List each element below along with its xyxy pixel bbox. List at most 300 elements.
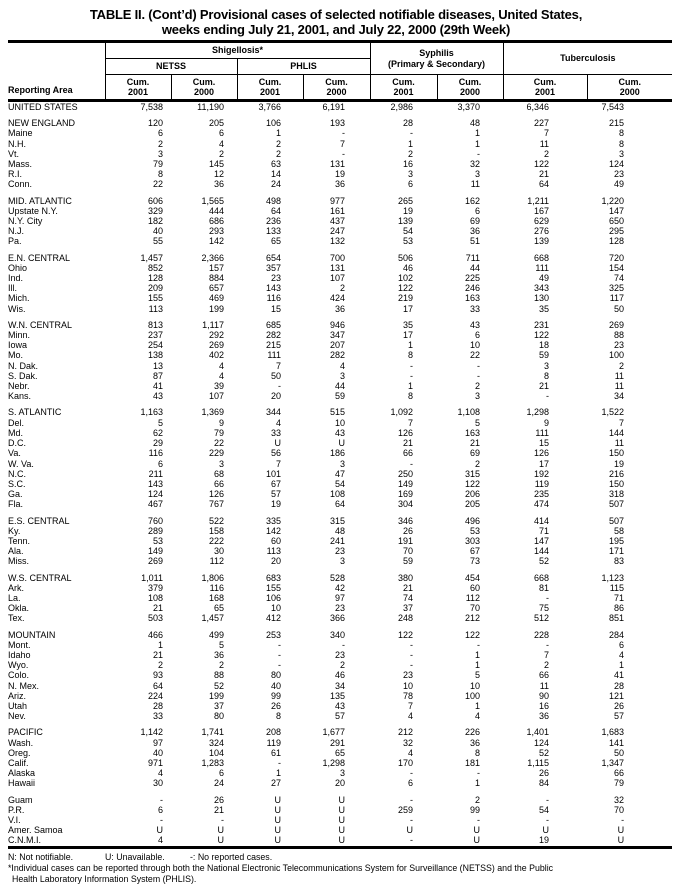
value-cell: 126 bbox=[534, 448, 550, 459]
value-cell: 47 bbox=[335, 468, 346, 479]
value-cell: 1 bbox=[408, 340, 414, 351]
value-cell: 116 bbox=[266, 293, 281, 304]
value-cell: 2 bbox=[340, 660, 346, 671]
column-header-cum-2001: Cum. 2001 bbox=[237, 75, 303, 101]
value-cell: - bbox=[410, 815, 414, 825]
value-cell: 57 bbox=[335, 711, 346, 722]
value-cell: 157 bbox=[208, 262, 224, 273]
value-cell: 629 bbox=[534, 216, 550, 227]
reporting-area-cell: Mo. bbox=[8, 350, 24, 361]
value-cell: 2 bbox=[275, 138, 281, 149]
value-cell: 3,370 bbox=[457, 102, 481, 112]
reporting-area-cell: Wis. bbox=[8, 303, 26, 314]
table-row bbox=[8, 226, 672, 236]
value-cell: 292 bbox=[208, 330, 224, 341]
value-cell: 402 bbox=[208, 350, 224, 361]
value-cell: 106 bbox=[265, 118, 281, 129]
reporting-area-cell: Mass. bbox=[8, 159, 33, 170]
table-row bbox=[8, 738, 672, 748]
value-cell: 131 bbox=[330, 262, 346, 273]
value-cell: 70 bbox=[614, 804, 625, 815]
value-cell: 10 bbox=[470, 340, 481, 351]
table-row bbox=[8, 159, 672, 169]
value-cell: 21 bbox=[152, 649, 163, 660]
reporting-area-cell: Mich. bbox=[8, 293, 30, 304]
reporting-area-cell: Ill. bbox=[8, 283, 17, 294]
value-cell: 212 bbox=[398, 727, 414, 738]
value-cell: 225 bbox=[465, 273, 481, 284]
value-cell: 205 bbox=[465, 499, 481, 510]
value-cell: 54 bbox=[403, 226, 414, 237]
value-cell: 1 bbox=[475, 778, 481, 789]
value-cell: - bbox=[546, 794, 550, 805]
value-cell: 499 bbox=[208, 629, 224, 640]
value-cell: 59 bbox=[539, 350, 550, 361]
value-cell: 6 bbox=[157, 804, 163, 815]
value-cell: 186 bbox=[330, 448, 346, 459]
reporting-area-cell: Miss. bbox=[8, 556, 29, 567]
value-cell: 8 bbox=[619, 138, 625, 149]
value-cell: 528 bbox=[330, 572, 346, 583]
value-cell: 40 bbox=[270, 680, 281, 691]
value-cell: 42 bbox=[335, 582, 346, 593]
value-cell: U bbox=[338, 825, 346, 836]
table-row bbox=[8, 630, 672, 640]
value-cell: 1,677 bbox=[322, 727, 346, 738]
value-cell: 135 bbox=[330, 690, 346, 701]
reporting-area-cell: N. Dak. bbox=[8, 360, 39, 371]
value-cell: 852 bbox=[147, 262, 163, 273]
value-cell: - bbox=[278, 649, 281, 660]
reporting-area-cell: Nebr. bbox=[8, 381, 30, 392]
value-cell: - bbox=[221, 815, 224, 825]
value-cell: 971 bbox=[147, 757, 163, 768]
value-cell: 219 bbox=[398, 293, 414, 304]
value-cell: 686 bbox=[208, 216, 224, 227]
value-cell: 57 bbox=[614, 711, 625, 722]
value-cell: 4 bbox=[475, 711, 481, 722]
value-cell: 1 bbox=[408, 138, 414, 149]
value-cell: U bbox=[217, 835, 224, 846]
value-cell: 11 bbox=[614, 438, 625, 449]
value-cell: 13 bbox=[152, 360, 163, 371]
value-cell: - bbox=[410, 660, 414, 671]
reporting-area-cell: Hawaii bbox=[8, 778, 36, 789]
value-cell: 142 bbox=[208, 236, 224, 247]
table-row bbox=[8, 546, 672, 556]
value-cell: 144 bbox=[609, 427, 625, 438]
value-cell: 282 bbox=[330, 350, 346, 361]
value-cell: 760 bbox=[147, 515, 163, 526]
reporting-area-cell: UNITED STATES bbox=[8, 102, 78, 112]
value-cell: 3 bbox=[340, 556, 346, 567]
value-cell: 117 bbox=[609, 293, 625, 304]
value-cell: 1,522 bbox=[601, 407, 625, 418]
value-cell: 88 bbox=[213, 670, 224, 681]
value-cell: 10 bbox=[403, 680, 414, 691]
value-cell: 124 bbox=[534, 737, 550, 748]
value-cell: 48 bbox=[470, 118, 481, 129]
value-cell: - bbox=[342, 639, 346, 650]
value-cell: 6 bbox=[218, 128, 224, 139]
table-row bbox=[8, 805, 672, 815]
value-cell: 7 bbox=[408, 417, 414, 428]
value-cell: 606 bbox=[147, 195, 163, 206]
value-cell: 506 bbox=[398, 252, 414, 263]
value-cell: 454 bbox=[465, 572, 481, 583]
value-cell: 54 bbox=[539, 804, 550, 815]
reporting-area-cell: N.C. bbox=[8, 468, 26, 479]
value-cell: 1 bbox=[475, 128, 481, 139]
table-row bbox=[8, 691, 672, 701]
value-cell: 228 bbox=[534, 629, 550, 640]
value-cell: 496 bbox=[465, 515, 481, 526]
value-cell: 104 bbox=[208, 747, 224, 758]
table-row bbox=[8, 835, 672, 847]
value-cell: U bbox=[338, 815, 346, 825]
value-cell: 19 bbox=[403, 205, 414, 216]
reporting-area-cell: Utah bbox=[8, 700, 28, 711]
value-cell: 93 bbox=[152, 670, 163, 681]
value-cell: - bbox=[160, 794, 163, 805]
value-cell: 1,683 bbox=[601, 727, 625, 738]
table-row bbox=[8, 593, 672, 603]
value-cell: 6,191 bbox=[322, 102, 346, 112]
value-cell: 116 bbox=[148, 448, 163, 459]
value-cell: 69 bbox=[470, 216, 481, 227]
value-cell: 155 bbox=[265, 582, 281, 593]
table-row bbox=[8, 556, 672, 566]
value-cell: 4 bbox=[218, 360, 224, 371]
value-cell: 668 bbox=[534, 252, 550, 263]
value-cell: 199 bbox=[208, 690, 224, 701]
value-cell: 380 bbox=[398, 572, 414, 583]
table-row bbox=[8, 320, 672, 330]
value-cell: 84 bbox=[539, 778, 550, 789]
reporting-area-cell: Ind. bbox=[8, 273, 24, 284]
value-cell: U bbox=[617, 835, 625, 846]
value-cell: 1,741 bbox=[201, 727, 224, 738]
reporting-area-cell: Oreg. bbox=[8, 747, 31, 758]
value-cell: 7 bbox=[275, 360, 281, 371]
asterisk-footnote-line1: *Individual cases can be reported through both the National Electronic Telecommunications System for Surveillance (NETSS) and the Public bbox=[8, 862, 554, 873]
value-cell: 767 bbox=[208, 499, 224, 510]
value-cell: - bbox=[342, 128, 346, 139]
value-cell: 208 bbox=[265, 727, 281, 738]
value-cell: 216 bbox=[609, 468, 625, 479]
reporting-area-cell: Upstate N.Y. bbox=[8, 205, 58, 216]
disease-table bbox=[8, 40, 672, 849]
reporting-area-cell: Maine bbox=[8, 128, 33, 139]
value-cell: U bbox=[274, 794, 281, 805]
column-header-cum-2000: Cum. 2000 bbox=[171, 75, 237, 101]
value-cell: 1 bbox=[619, 660, 625, 671]
value-cell: 2 bbox=[340, 283, 346, 294]
reporting-area-cell: Amer. Samoa bbox=[8, 825, 63, 836]
value-cell: - bbox=[160, 815, 163, 825]
value-cell: 23 bbox=[335, 603, 346, 614]
reporting-area-cell: Iowa bbox=[8, 340, 28, 351]
reporting-area-cell: S. Dak. bbox=[8, 370, 38, 381]
value-cell: 71 bbox=[539, 525, 550, 536]
value-cell: 347 bbox=[330, 330, 346, 341]
value-cell: 1,298 bbox=[526, 407, 550, 418]
value-cell: 79 bbox=[614, 778, 625, 789]
value-cell: 81 bbox=[539, 582, 550, 593]
value-cell: 7 bbox=[619, 417, 625, 428]
value-cell: 79 bbox=[152, 159, 163, 170]
reporting-area-cell: Ga. bbox=[8, 489, 23, 500]
value-cell: 209 bbox=[147, 283, 163, 294]
asterisk-footnote-line2: Health Laboratory Information System (PHLIS). bbox=[12, 873, 197, 884]
value-cell: 46 bbox=[403, 262, 414, 273]
table-row bbox=[8, 293, 672, 303]
value-cell: 424 bbox=[330, 293, 346, 304]
value-cell: 36 bbox=[335, 179, 346, 190]
reporting-area-cell: D.C. bbox=[8, 438, 26, 449]
table-row bbox=[8, 660, 672, 670]
table-row bbox=[8, 118, 672, 128]
value-cell: 33 bbox=[270, 427, 281, 438]
value-cell: 40 bbox=[152, 226, 163, 237]
value-cell: 720 bbox=[609, 252, 625, 263]
value-cell: 163 bbox=[465, 427, 481, 438]
syphilis-header-line2: (Primary & Secondary) bbox=[388, 58, 486, 69]
table-row bbox=[8, 479, 672, 489]
reporting-area-cell: S.C. bbox=[8, 478, 26, 489]
value-cell: 21 bbox=[403, 582, 414, 593]
value-cell: 34 bbox=[335, 680, 346, 691]
footnotes bbox=[8, 852, 668, 885]
value-cell: 21 bbox=[470, 438, 481, 449]
value-cell: 119 bbox=[534, 478, 550, 489]
table-row bbox=[8, 516, 672, 526]
value-cell: 32 bbox=[470, 159, 481, 170]
value-cell: 1,565 bbox=[201, 195, 224, 206]
value-cell: 7 bbox=[408, 700, 414, 711]
value-cell: 99 bbox=[470, 804, 481, 815]
value-cell: - bbox=[477, 360, 481, 371]
table-row bbox=[8, 825, 672, 835]
value-cell: 108 bbox=[330, 489, 346, 500]
value-cell: 295 bbox=[609, 226, 625, 237]
value-cell: 36 bbox=[470, 737, 481, 748]
value-cell: 19 bbox=[335, 169, 346, 180]
value-cell: 466 bbox=[147, 629, 163, 640]
value-cell: 293 bbox=[208, 226, 224, 237]
value-cell: 1,092 bbox=[390, 407, 414, 418]
value-cell: 75 bbox=[539, 603, 550, 614]
value-cell: 60 bbox=[270, 535, 281, 546]
table-row bbox=[8, 263, 672, 273]
table-row bbox=[8, 438, 672, 448]
table-row bbox=[8, 350, 672, 360]
column-header-cum-2001: Cum. 2001 bbox=[503, 75, 587, 101]
value-cell: 49 bbox=[614, 179, 625, 190]
value-cell: 36 bbox=[335, 303, 346, 314]
value-cell: 79 bbox=[213, 427, 224, 438]
value-cell: 55 bbox=[152, 236, 163, 247]
value-cell: 53 bbox=[403, 236, 414, 247]
table-row bbox=[8, 650, 672, 660]
table-row bbox=[8, 139, 672, 149]
value-cell: 2 bbox=[408, 148, 414, 159]
table-row bbox=[8, 196, 672, 206]
value-cell: 236 bbox=[265, 216, 281, 227]
column-header-cum-2001: Cum. 2001 bbox=[370, 75, 437, 101]
value-cell: 247 bbox=[330, 226, 346, 237]
value-cell: 259 bbox=[398, 804, 414, 815]
value-cell: 20 bbox=[270, 391, 281, 402]
value-cell: 8 bbox=[157, 169, 163, 180]
value-cell: 65 bbox=[270, 236, 281, 247]
reporting-area-cell: R.I. bbox=[8, 169, 23, 180]
cum-header-row bbox=[8, 75, 672, 101]
value-cell: - bbox=[342, 148, 346, 159]
value-cell: 1,369 bbox=[201, 407, 224, 418]
value-cell: 14 bbox=[270, 169, 281, 180]
value-cell: 335 bbox=[265, 515, 281, 526]
value-cell: 66 bbox=[539, 670, 550, 681]
value-cell: 28 bbox=[614, 680, 625, 691]
value-cell: 80 bbox=[270, 670, 281, 681]
value-cell: 28 bbox=[403, 118, 414, 129]
value-cell: U bbox=[274, 825, 281, 836]
value-cell: 2 bbox=[275, 148, 281, 159]
value-cell: U bbox=[338, 794, 346, 805]
value-cell: 28 bbox=[152, 700, 163, 711]
value-cell: 289 bbox=[147, 525, 163, 536]
value-cell: 132 bbox=[330, 236, 346, 247]
value-cell: 53 bbox=[152, 535, 163, 546]
value-cell: 23 bbox=[335, 649, 346, 660]
reporting-area-cell: Minn. bbox=[8, 330, 31, 341]
reporting-area-cell: Ohio bbox=[8, 262, 28, 273]
value-cell: 50 bbox=[614, 303, 625, 314]
tuberculosis-group-header: Tuberculosis bbox=[503, 42, 672, 75]
value-cell: - bbox=[278, 381, 281, 392]
value-cell: 15 bbox=[270, 303, 281, 314]
value-cell: 141 bbox=[609, 737, 625, 748]
column-header-cum-2000: Cum. 2000 bbox=[437, 75, 503, 101]
value-cell: 155 bbox=[147, 293, 163, 304]
value-cell: 181 bbox=[465, 757, 481, 768]
value-cell: 3 bbox=[408, 169, 414, 180]
value-cell: 54 bbox=[335, 478, 346, 489]
value-cell: 1,806 bbox=[201, 572, 224, 583]
value-cell: 1 bbox=[475, 660, 481, 671]
value-cell: 3 bbox=[475, 169, 481, 180]
value-cell: 1 bbox=[475, 138, 481, 149]
value-cell: 250 bbox=[398, 468, 414, 479]
value-cell: 977 bbox=[330, 195, 346, 206]
value-cell: 43 bbox=[470, 319, 481, 330]
table-row bbox=[8, 381, 672, 391]
reporting-area-cell: Guam bbox=[8, 794, 33, 805]
value-cell: 69 bbox=[470, 448, 481, 459]
value-cell: 512 bbox=[534, 613, 550, 624]
reporting-area-cell: Nev. bbox=[8, 711, 26, 722]
value-cell: - bbox=[546, 639, 550, 650]
value-cell: 32 bbox=[614, 794, 625, 805]
value-cell: 7 bbox=[275, 458, 281, 469]
value-cell: 6 bbox=[475, 330, 481, 341]
value-cell: 325 bbox=[609, 283, 625, 294]
table-row bbox=[8, 778, 672, 788]
table-row bbox=[8, 448, 672, 458]
value-cell: 711 bbox=[465, 252, 481, 263]
value-cell: 4 bbox=[408, 711, 414, 722]
value-cell: 11 bbox=[539, 138, 550, 149]
value-cell: 248 bbox=[398, 613, 414, 624]
value-cell: U bbox=[338, 835, 346, 846]
value-cell: 21 bbox=[213, 804, 224, 815]
value-cell: 7 bbox=[544, 649, 550, 660]
value-cell: 6 bbox=[157, 128, 163, 139]
value-cell: 23 bbox=[335, 546, 346, 557]
table-row bbox=[8, 330, 672, 340]
value-cell: 43 bbox=[152, 391, 163, 402]
value-cell: - bbox=[410, 794, 414, 805]
value-cell: 654 bbox=[265, 252, 281, 263]
value-cell: 53 bbox=[470, 525, 481, 536]
value-cell: 70 bbox=[403, 546, 414, 557]
table-row bbox=[8, 711, 672, 721]
value-cell: U bbox=[473, 825, 481, 836]
value-cell: 340 bbox=[330, 629, 346, 640]
value-cell: 142 bbox=[265, 525, 281, 536]
value-cell: 122 bbox=[398, 283, 414, 294]
reporting-area-header: Reporting Area bbox=[8, 42, 105, 101]
value-cell: 122 bbox=[465, 478, 481, 489]
value-cell: 22 bbox=[152, 179, 163, 190]
table-row bbox=[8, 536, 672, 546]
value-cell: 161 bbox=[330, 205, 346, 216]
syphilis-header-line1: Syphilis bbox=[419, 47, 454, 58]
value-cell: U bbox=[617, 825, 625, 836]
value-cell: 3,766 bbox=[258, 102, 281, 112]
value-cell: - bbox=[278, 757, 281, 768]
value-cell: 144 bbox=[534, 546, 550, 557]
value-cell: 74 bbox=[614, 273, 625, 284]
reporting-area-cell: S. ATLANTIC bbox=[8, 407, 62, 418]
value-cell: 7 bbox=[544, 128, 550, 139]
value-cell: 5 bbox=[218, 639, 224, 650]
value-cell: 36 bbox=[213, 179, 224, 190]
value-cell: 1 bbox=[275, 128, 281, 139]
reporting-area-cell: Calif. bbox=[8, 757, 29, 768]
column-header-cum-2000: Cum. 2000 bbox=[587, 75, 672, 101]
table-row bbox=[8, 526, 672, 536]
value-cell: 16 bbox=[403, 159, 414, 170]
value-cell: 222 bbox=[208, 535, 224, 546]
value-cell: 150 bbox=[609, 478, 625, 489]
value-cell: 16 bbox=[539, 700, 550, 711]
table-row bbox=[8, 418, 672, 428]
value-cell: 50 bbox=[270, 370, 281, 381]
value-cell: 51 bbox=[470, 236, 481, 247]
value-cell: 119 bbox=[266, 737, 281, 748]
table-row bbox=[8, 795, 672, 805]
value-cell: 1,347 bbox=[601, 757, 625, 768]
value-cell: 41 bbox=[152, 381, 163, 392]
value-cell: - bbox=[546, 391, 550, 402]
value-cell: 182 bbox=[147, 216, 163, 227]
value-cell: 683 bbox=[265, 572, 281, 583]
value-cell: 66 bbox=[403, 448, 414, 459]
value-cell: 112 bbox=[209, 556, 224, 567]
value-cell: 269 bbox=[147, 556, 163, 567]
